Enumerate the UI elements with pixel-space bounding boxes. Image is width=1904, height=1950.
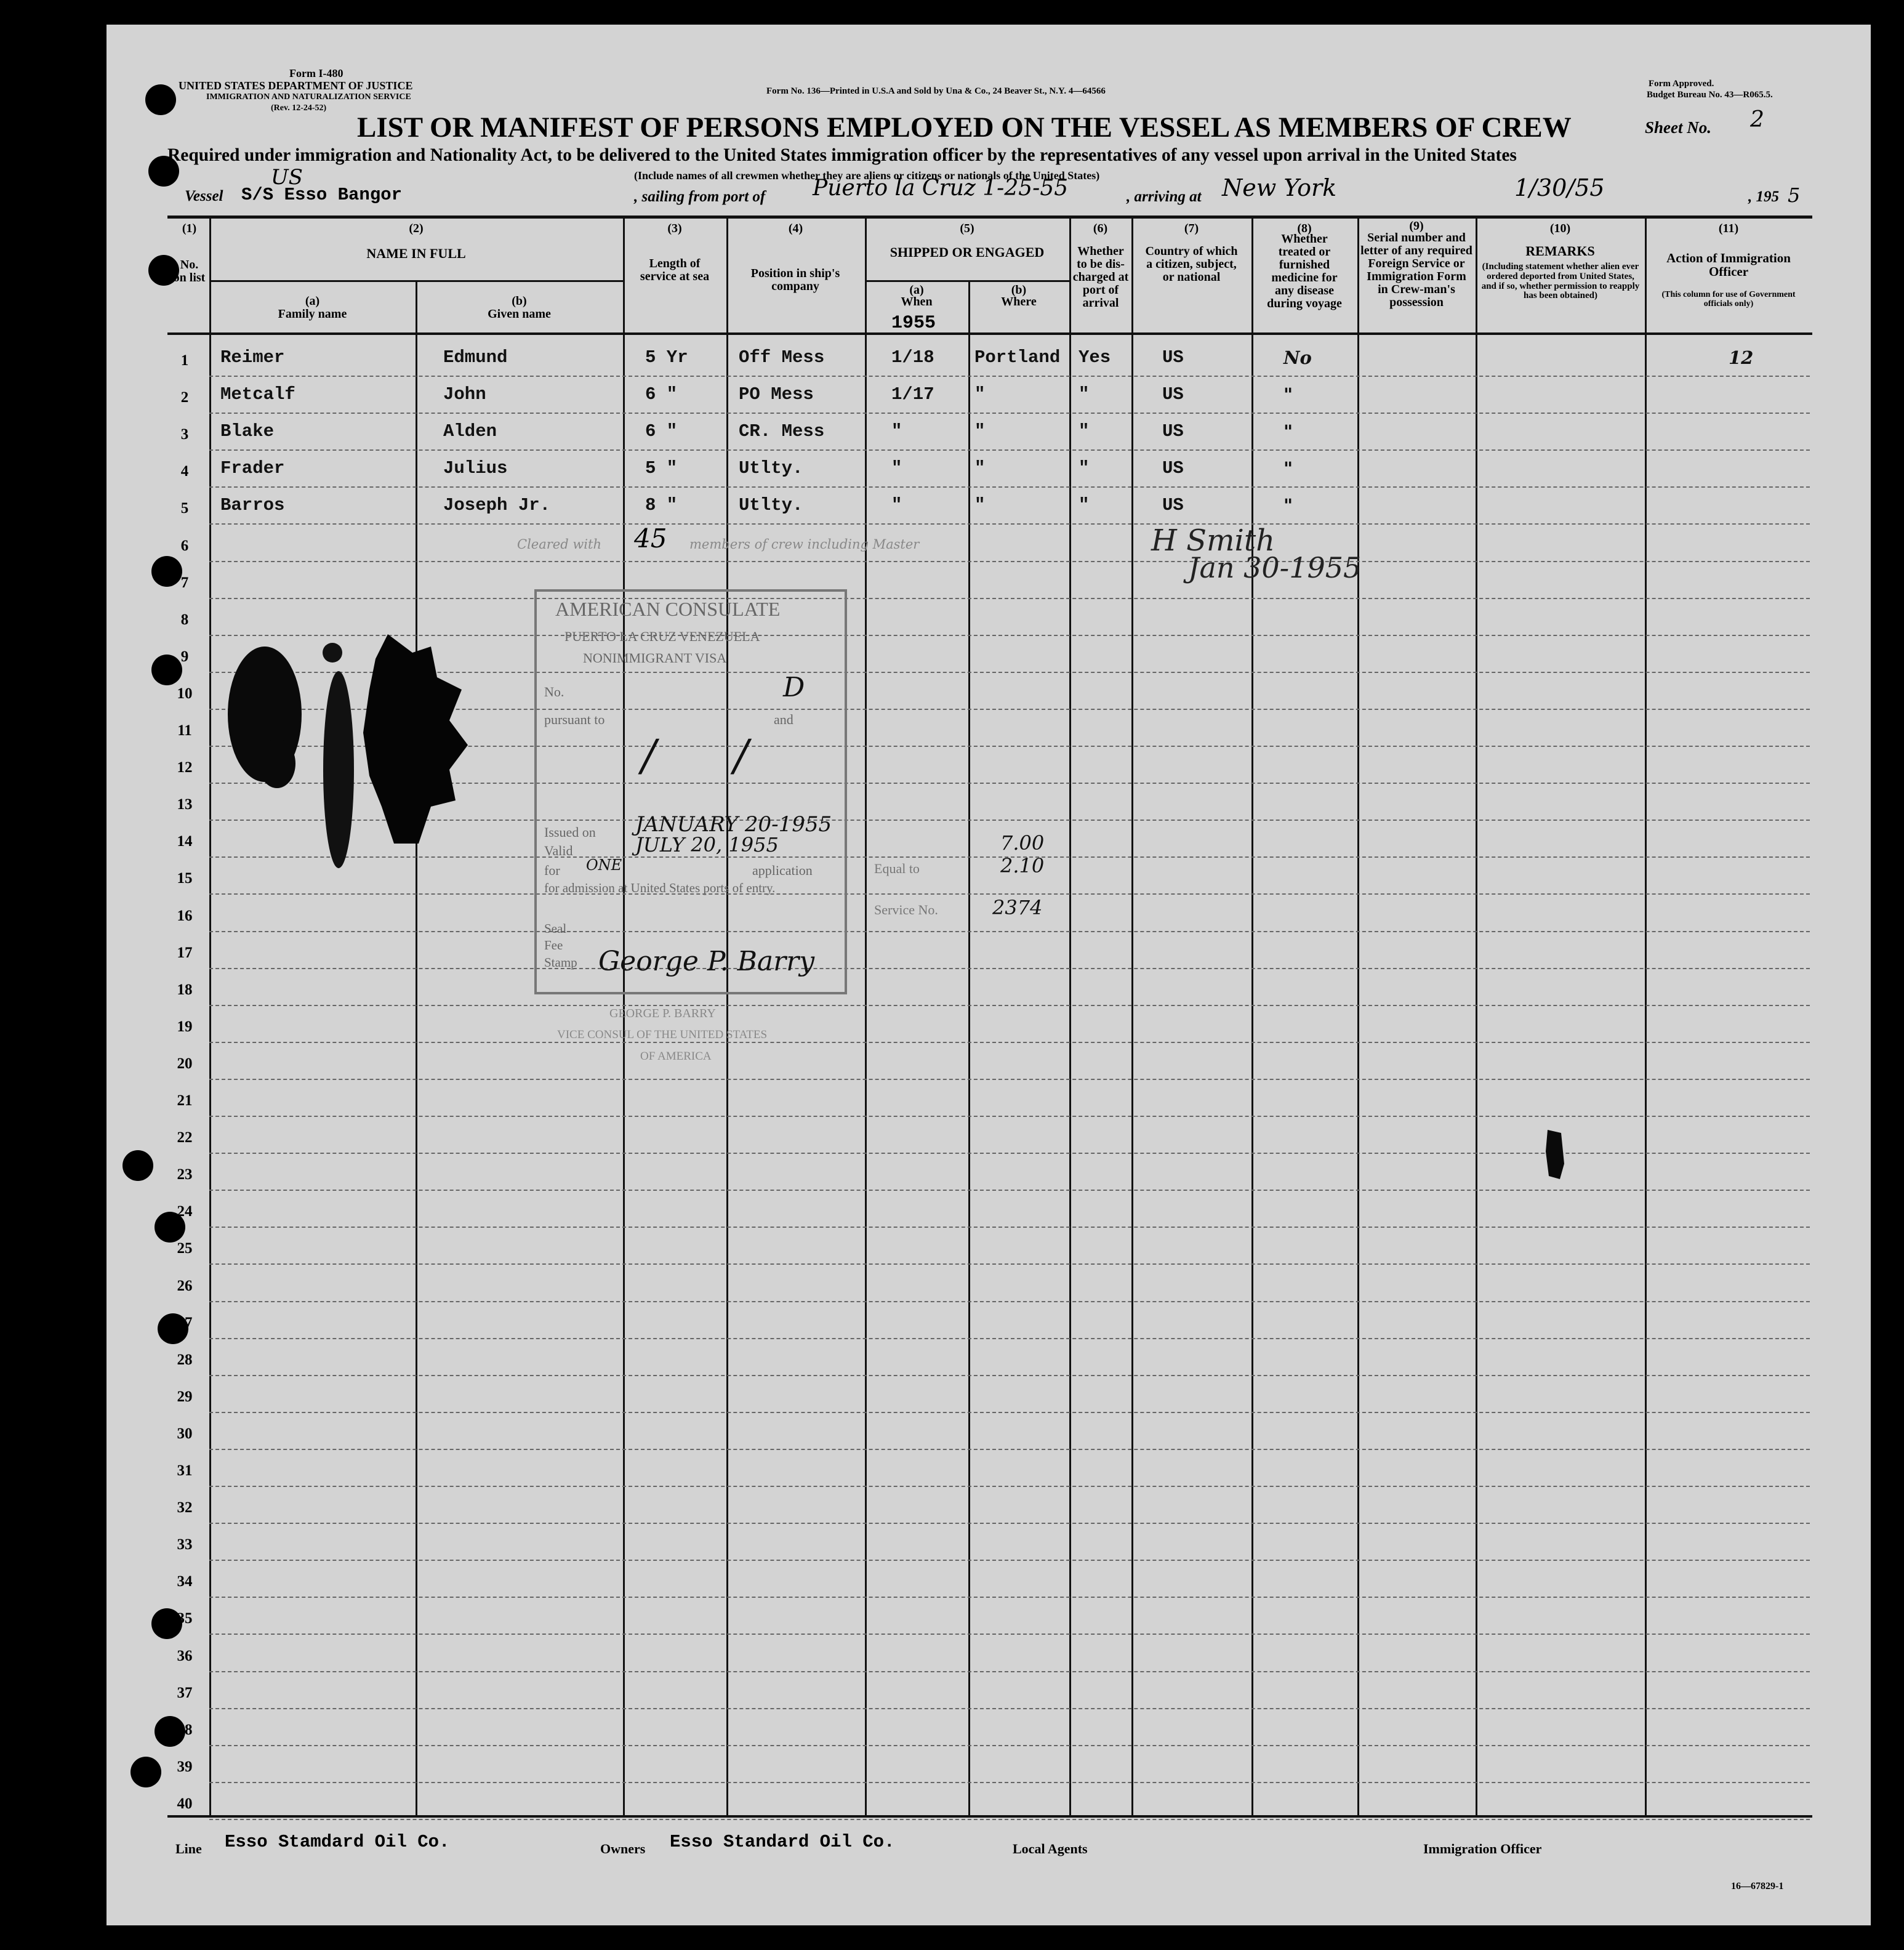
crew-position: CR. Mess [739, 421, 825, 442]
row-rule [209, 598, 1810, 599]
stamp-issued-label: Issued on [544, 824, 596, 840]
col2a-letter: (a) [305, 294, 320, 308]
stamp-no: No. [544, 684, 564, 699]
row-number: 17 [177, 944, 193, 961]
row-rule [209, 1560, 1810, 1561]
col2b-label: Given name [488, 307, 551, 321]
crew-family: Blake [220, 421, 275, 442]
col5-label: SHIPPED OR ENGAGED [890, 244, 1045, 260]
row-rule [209, 561, 1810, 562]
row-rule [209, 1079, 1810, 1080]
crew-family: Frader [220, 458, 285, 479]
col9-number: (9) [1409, 219, 1424, 233]
col-divider [968, 280, 970, 1816]
table-bottom-rule [167, 1815, 1812, 1818]
row-rule [209, 1301, 1810, 1302]
crew-service: 5 Yr [645, 347, 688, 368]
crew-discharged: Yes [1079, 347, 1111, 368]
row-number: 11 [177, 722, 192, 739]
punch-hole [123, 1150, 153, 1181]
arriving-label: , arriving at [1127, 188, 1202, 205]
cleared-count: 45 [634, 523, 667, 554]
vessel-name: S/S Esso Bangor [241, 185, 403, 205]
form-approved: Form Approved. [1649, 79, 1714, 89]
col3-number: (3) [667, 222, 682, 235]
row-number: 10 [177, 685, 193, 702]
year-value: 5 [1788, 183, 1801, 207]
col10-label: REMARKS [1525, 243, 1595, 259]
crew-given: Edmund [443, 347, 508, 368]
row-number: 5 [180, 500, 189, 517]
row-rule [209, 931, 1810, 932]
row-number: 29 [177, 1388, 193, 1405]
row-number: 20 [177, 1055, 193, 1072]
col11-label: Action of Immigration Officer [1666, 251, 1791, 280]
footer-line-label: Line [175, 1841, 202, 1856]
row-number: 27 [177, 1314, 193, 1331]
crew-medicine: " [1283, 421, 1293, 443]
sheet-label: Sheet No. [1645, 118, 1711, 137]
footer-agents-label: Local Agents [1013, 1841, 1088, 1856]
header-bottom-rule [167, 332, 1812, 335]
col4-number: (4) [788, 222, 803, 235]
row-rule [209, 413, 1810, 414]
row-rule [209, 1227, 1810, 1228]
stamp-signer-country: OF AMERICA [640, 1050, 712, 1063]
row-rule [209, 1263, 1810, 1265]
subtitle: Required under immigration and Nationality Act, to be delivered to the United States immigration officer by the representatives of any vessel upon arrival in the United States [167, 145, 1517, 165]
crew-service: 6 " [645, 421, 678, 442]
service: IMMIGRATION AND NATURALIZATION SERVICE [206, 92, 411, 102]
row-rule [209, 1745, 1810, 1746]
vessel-label: Vessel [185, 188, 223, 204]
crew-discharged: " [1079, 458, 1090, 479]
stamp-title: AMERICAN CONSULATE [555, 598, 781, 620]
row-rule [209, 1597, 1810, 1598]
crew-where: " [974, 421, 986, 442]
col11-note: (This column for use of Government officials only) [1661, 290, 1796, 308]
col-divider [1069, 216, 1071, 1816]
col3-label: Length of service at sea [640, 257, 710, 283]
row-number: 19 [177, 1018, 193, 1035]
stamp-type: NONIMMIGRANT VISA [583, 650, 727, 666]
crew-where: Portland [974, 347, 1061, 368]
stamp-amount-2: 2.10 [1000, 854, 1045, 877]
col-divider [1131, 216, 1133, 1816]
crew-family: Reimer [220, 347, 285, 368]
row-rule [209, 486, 1810, 488]
stamp-stamp: Stamp [544, 955, 577, 970]
col-divider [1645, 216, 1647, 1816]
col-divider [726, 216, 728, 1816]
row-number: 9 [180, 648, 189, 665]
page-title: LIST OR MANIFEST OF PERSONS EMPLOYED ON THE VESSEL AS MEMBERS OF CREW [357, 111, 1572, 143]
crew-medicine: No [1283, 347, 1312, 368]
cleared-suffix: members of crew including Master [689, 537, 920, 552]
year-written: 1955 [891, 313, 936, 334]
row-number: 26 [177, 1277, 193, 1294]
row-number: 36 [177, 1647, 193, 1664]
crew-when: 1/18 [891, 347, 934, 368]
stamp-signer-name: GEORGE P. BARRY [609, 1007, 716, 1020]
crew-discharged: " [1079, 384, 1090, 405]
arrival-date: 1/30/55 [1514, 174, 1605, 201]
crew-given: John [443, 384, 486, 405]
printer-line: Form No. 136—Printed in U.S.A and Sold by Una & Co., 24 Beaver St., N.Y. 4—64566 [766, 86, 1106, 96]
row-rule [209, 893, 1810, 895]
stamp-seal: Seal [544, 921, 567, 936]
crew-discharged: " [1079, 421, 1090, 442]
row-rule [209, 968, 1810, 969]
crew-where: " [974, 458, 986, 479]
row-rule [209, 1819, 1810, 1820]
crew-service: 6 " [645, 384, 678, 405]
row-rule [209, 1708, 1810, 1709]
crew-country: US [1162, 495, 1184, 516]
row-number: 24 [177, 1203, 193, 1220]
footer-line-value: Esso Stamdard Oil Co. [225, 1832, 450, 1852]
footer-owners-value: Esso Standard Oil Co. [670, 1832, 895, 1852]
crew-given: Julius [443, 458, 508, 479]
crew-service: 5 " [645, 458, 678, 479]
crew-when: " [891, 495, 902, 516]
crew-position: Off Mess [739, 347, 825, 368]
row-number: 14 [177, 833, 193, 850]
crew-country: US [1162, 458, 1184, 479]
crew-medicine: " [1283, 458, 1293, 480]
crew-given: Joseph Jr. [443, 495, 551, 516]
col8-number: (8) [1297, 222, 1312, 235]
row-rule [209, 1412, 1810, 1413]
stamp-fee: Fee [544, 938, 563, 953]
stamp-issued-value: JANUARY 20-1955 [635, 812, 832, 837]
crew-country: US [1162, 347, 1184, 368]
row-number: 31 [177, 1462, 193, 1479]
row-number: 34 [177, 1573, 193, 1590]
footer-owners-label: Owners [600, 1841, 646, 1856]
col5-number: (5) [960, 222, 974, 235]
stamp-for-value: ONE [586, 856, 622, 874]
row-number: 39 [177, 1758, 193, 1775]
stamp-pursuant: pursuant to [544, 712, 605, 727]
stamp-signer-title: VICE CONSUL OF THE UNITED STATES [557, 1028, 768, 1041]
crew-family: Barros [220, 495, 285, 516]
row-number: 2 [180, 389, 189, 406]
col6-label: Whether to be dis-charged at port of arrival [1072, 244, 1129, 310]
table-top-rule [167, 216, 1812, 219]
col2-number: (2) [409, 222, 424, 235]
sailing-label: , sailing from port of [634, 188, 766, 205]
row-number: 23 [177, 1166, 193, 1183]
row-number: 3 [180, 426, 189, 443]
crew-family: Metcalf [220, 384, 295, 405]
row-rule [209, 1523, 1810, 1524]
col-divider [1476, 216, 1477, 1816]
row-number: 8 [180, 611, 189, 628]
row-rule [209, 1338, 1810, 1339]
punch-hole [131, 1757, 161, 1787]
row-rule [209, 1116, 1810, 1117]
col2b-letter: (b) [512, 294, 527, 308]
officer-date: Jan 30-1955 [1188, 551, 1362, 584]
row-rule [209, 1042, 1810, 1043]
row-number: 25 [177, 1240, 193, 1257]
stamp-valid-label: Valid [544, 843, 573, 858]
col10-note: (Including statement whether alien ever ordered deported from United States, and if so, whether permission to reapply has been obtained) [1481, 262, 1640, 301]
row-number: 7 [180, 574, 189, 591]
col2a-label: Family name [278, 307, 347, 321]
form-number: Form I-480 [289, 67, 343, 79]
row-rule [209, 523, 1810, 525]
col-divider [209, 216, 211, 1816]
crew-service: 8 " [645, 495, 678, 516]
col5a-letter: (a) [909, 283, 924, 297]
col5b-letter: (b) [1011, 283, 1027, 297]
crew-discharged: " [1079, 495, 1090, 516]
row-rule [209, 1634, 1810, 1635]
stamp-place: PUERTO LA CRUZ VENEZUELA [564, 629, 760, 644]
stamp-application: application [752, 863, 813, 878]
col1-number: (1) [182, 222, 197, 235]
row-number: 38 [177, 1721, 193, 1738]
stamp-admission: for admission at United States ports of entry. [544, 880, 776, 895]
crew-country: US [1162, 421, 1184, 442]
row-number: 32 [177, 1499, 193, 1517]
sheet-number: 2 [1750, 107, 1764, 132]
row-rule [209, 449, 1810, 451]
col5b-label: Where [1001, 295, 1037, 308]
col1-label: No. on list [173, 258, 206, 284]
row-rule [209, 1486, 1810, 1487]
row-number: 1 [180, 352, 189, 369]
row-number: 18 [177, 981, 193, 998]
ink-blot-seal [215, 622, 499, 880]
crew-action: 12 [1729, 347, 1754, 368]
crew-position: Utlty. [739, 458, 803, 479]
row-rule [209, 1671, 1810, 1672]
stamp-and: and [774, 712, 793, 727]
row-number: 6 [180, 537, 189, 554]
col7-label: Country of which a citizen, subject, or national [1145, 244, 1238, 284]
row-number: 30 [177, 1425, 193, 1442]
row-number: 21 [177, 1092, 193, 1109]
col5a-label: When [901, 295, 933, 308]
row-number: 28 [177, 1351, 193, 1368]
footer-officer-label: Immigration Officer [1423, 1841, 1542, 1856]
row-rule [209, 376, 1810, 377]
revision: (Rev. 12-24-52) [271, 103, 327, 113]
row-rule [209, 1375, 1810, 1376]
vessel-flag: US [271, 165, 303, 190]
sailing-port: Puerto la Cruz 1-25-55 [813, 175, 1069, 201]
row-number: 37 [177, 1684, 193, 1701]
ink-blot [1536, 1127, 1573, 1182]
stamp-amount-1: 7.00 [1000, 831, 1045, 855]
col-divider [1357, 216, 1359, 1816]
footer-code: 16—67829-1 [1731, 1881, 1784, 1892]
budget-bureau: Budget Bureau No. 43—R065.5. [1647, 90, 1773, 100]
crew-where: " [974, 495, 986, 516]
col-divider [865, 216, 867, 1816]
arriving-port: New York [1222, 174, 1337, 201]
col4-label: Position in ship's company [750, 267, 840, 293]
row-number: 33 [177, 1536, 193, 1553]
col7-number: (7) [1184, 222, 1199, 235]
crew-position: Utlty. [739, 495, 803, 516]
row-rule [209, 1005, 1810, 1006]
row-number: 4 [180, 463, 189, 480]
cleared-prefix: Cleared with [517, 537, 601, 552]
crew-medicine: " [1283, 495, 1293, 517]
department: UNITED STATES DEPARTMENT OF JUSTICE [179, 79, 413, 92]
row-number: 16 [177, 907, 193, 924]
row-rule [209, 1449, 1810, 1450]
col-divider [416, 280, 417, 1816]
stamp-equal-label: Equal to [874, 861, 920, 876]
crew-where: " [974, 384, 986, 405]
stamp-class: D [783, 672, 805, 703]
col2-label: NAME IN FULL [366, 246, 466, 261]
row-rule [209, 1190, 1810, 1191]
crew-medicine: " [1283, 384, 1293, 406]
row-number: 13 [177, 796, 193, 813]
crew-position: PO Mess [739, 384, 814, 405]
stamp-slash: / [734, 730, 749, 781]
col10-number: (10) [1549, 222, 1571, 235]
year-label: , 195 [1748, 188, 1779, 205]
col-divider [1251, 216, 1253, 1816]
stamp-valid-value: JULY 20, 1955 [635, 833, 779, 856]
col11-number: (11) [1718, 222, 1739, 235]
crew-country: US [1162, 384, 1184, 405]
col6-number: (6) [1093, 222, 1108, 235]
row-rule [209, 1782, 1810, 1783]
row-number: 35 [177, 1610, 193, 1627]
row-number: 40 [177, 1795, 193, 1812]
include-note: (Include names of all crewmen whether they are aliens or citizens or nationals of the United States) [634, 169, 1100, 182]
row-number: 12 [177, 759, 193, 776]
officer-signature: H Smith [1151, 523, 1275, 558]
col8-label: Whether treated or furnished medicine for any disease during voyage [1267, 232, 1342, 310]
col9-label: Serial number and letter of any required Foreign Service or Immigration Form in Crew-man's possession [1360, 231, 1472, 309]
consulate-stamp [534, 589, 847, 994]
stamp-for-label: for [544, 863, 560, 878]
row-number: 22 [177, 1129, 193, 1146]
stamp-signature: George P. Barry [598, 946, 815, 977]
row-number: 15 [177, 870, 193, 887]
stamp-slash: / [641, 730, 656, 781]
stamp-service-value: 2374 [992, 896, 1043, 919]
crew-when: " [891, 458, 902, 479]
crew-when: 1/17 [891, 384, 934, 405]
punch-hole [145, 84, 176, 115]
crew-when: " [891, 421, 902, 442]
crew-given: Alden [443, 421, 497, 442]
shipped-subrule [865, 280, 1069, 282]
stamp-service-label: Service No. [874, 902, 938, 917]
